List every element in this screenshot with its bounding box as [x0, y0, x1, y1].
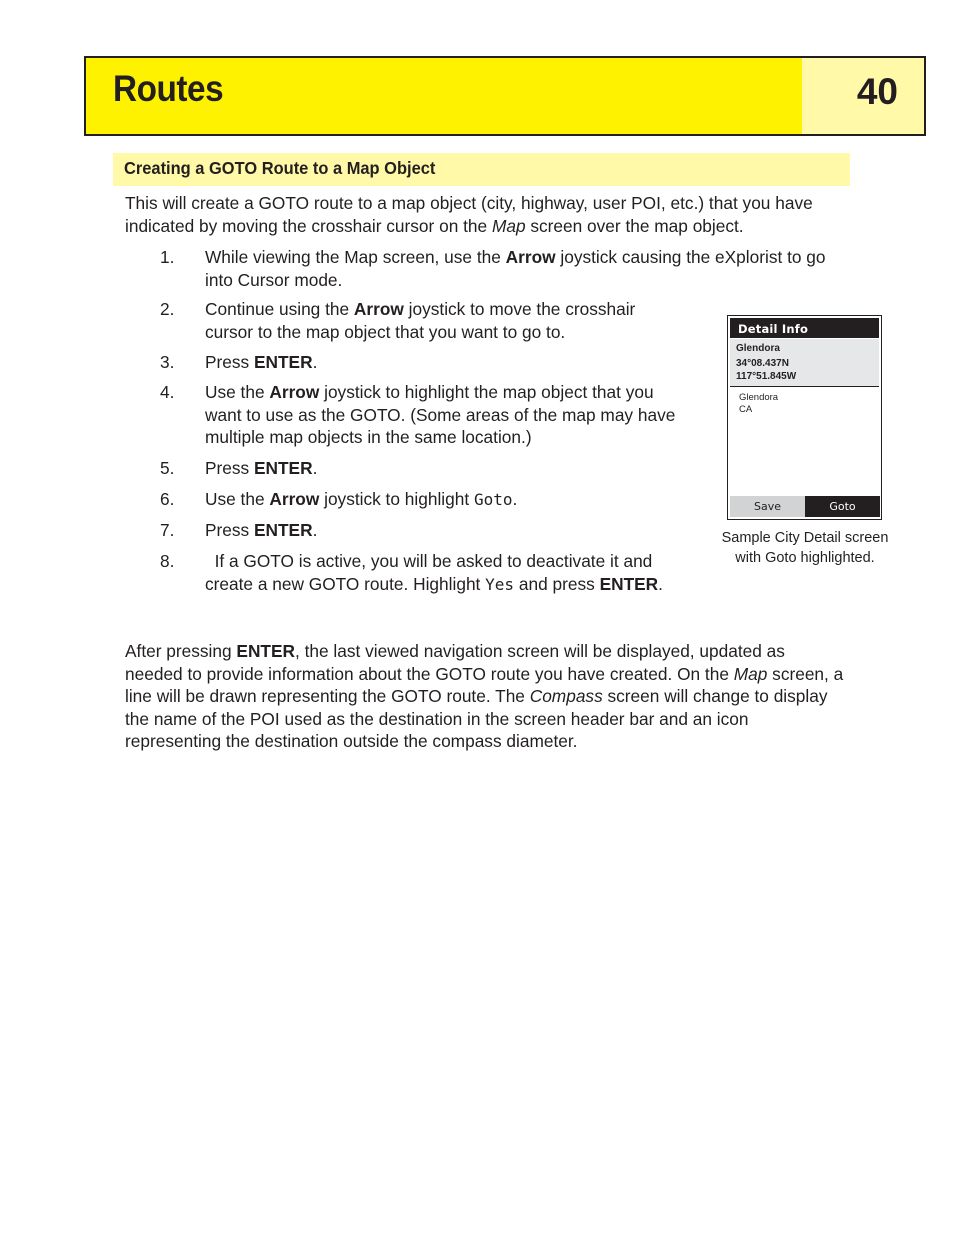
chapter-title: Routes [113, 68, 224, 109]
device-screenshot [727, 315, 882, 520]
step-number: 3. [160, 352, 175, 372]
step-number: 8. [160, 551, 175, 571]
intro-paragraph [125, 192, 813, 237]
step-number: 6. [160, 489, 175, 509]
device-latitude: 34°08.437N [736, 358, 789, 369]
intro-line: indicated by moving the crosshair cursor on the Map screen over the map object. [125, 215, 744, 236]
device-detail-city: Glendora [739, 392, 779, 403]
step-number: 2. [160, 299, 175, 319]
step-text: Use the Arrow joystick to highlight the map object that you want to use as the GOTO. (Some areas of the map may have multiple map objects in the same location.) [205, 382, 676, 447]
step-text: Press ENTER. [205, 352, 318, 372]
figure-caption: Sample City Detail screen with Goto highlighted. [721, 530, 889, 566]
device-header-bar [730, 318, 879, 338]
device-longitude: 117°51.845W [736, 371, 797, 382]
step-text: Use the Arrow joystick to highlight Goto. [205, 489, 518, 509]
device-detail-state: CA [739, 404, 753, 415]
device-poi-name: Glendora [736, 343, 780, 354]
page-number-box [802, 58, 924, 134]
intro-line: This will create a GOTO route to a map object (city, highway, user POI, etc.) that you have [125, 193, 813, 213]
section-title: Creating a GOTO Route to a Map Object [124, 158, 436, 178]
device-info-panel [730, 339, 879, 387]
device-save-button[interactable]: Save [730, 496, 805, 517]
chapter-header [84, 56, 926, 136]
step-number: 5. [160, 458, 175, 478]
step-text: If a GOTO is active, you will be asked to deactivate it and create a new GOTO route. Highlight Yes and press ENTER. [205, 551, 663, 594]
section-heading-bar [113, 153, 850, 186]
step-number: 7. [160, 520, 175, 540]
step-text: Continue using the Arrow joystick to move the crosshair cursor to the map object that you want to go to. [205, 299, 636, 342]
page-number: 40 [856, 71, 898, 112]
step-text: Press ENTER. [205, 520, 318, 540]
step-number: 1. [160, 247, 175, 267]
step-text: While viewing the Map screen, use the Arrow joystick causing the eXplorist to go into Cursor mode. [205, 247, 826, 290]
after-paragraph: After pressing ENTER, the last viewed navigation screen will be displayed, updated as needed to provide information about the GOTO route you have created. On the Map screen, a line will be drawn representing the GOTO route. The Compass screen will change to display the name of the POI used as the destination in the screen header bar and an icon representing the destination outside the compass diameter. [125, 641, 844, 751]
step-number: 4. [160, 382, 175, 402]
device-goto-button[interactable]: Goto [805, 496, 880, 517]
step-text: Press ENTER. [205, 458, 318, 478]
device-header-title: Detail Info [738, 322, 809, 336]
